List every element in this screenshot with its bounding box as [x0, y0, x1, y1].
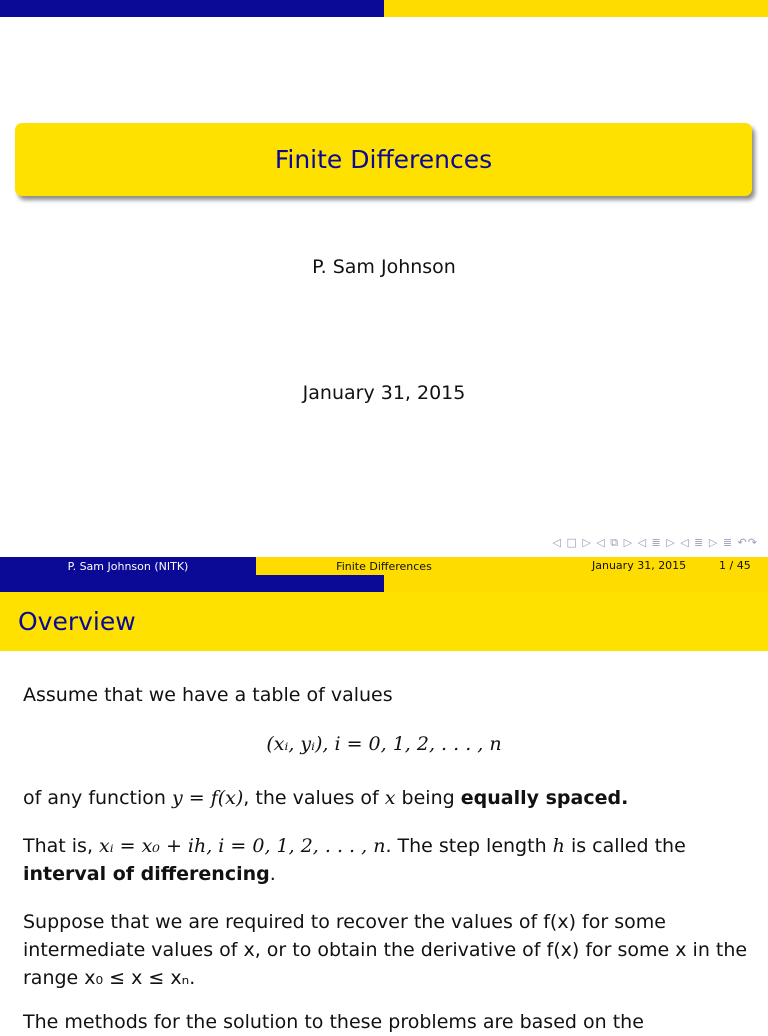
p2-text-a: of any function [23, 787, 172, 809]
footer-author [0, 557, 256, 575]
header-bar-right [384, 0, 768, 17]
paragraph-3 [23, 832, 753, 888]
header-bar-left-2 [0, 575, 384, 592]
equation-table-values: (xᵢ, yᵢ), i = 0, 1, 2, . . . , n [266, 733, 502, 755]
paragraph-2 [23, 784, 753, 812]
paragraph-5: The methods for the solution to these problems are based on the [23, 1011, 644, 1033]
footer-date-page [512, 557, 768, 575]
p2-var-x: x [384, 787, 396, 809]
frame-title: Overview [18, 607, 136, 636]
p3-text-c: is called the [564, 835, 686, 857]
p3-var-h: h [552, 835, 565, 857]
footer-title-text: Finite Differences [336, 559, 432, 573]
slide-title: Finite Differences [274, 145, 493, 174]
p3-text-a: That is, [23, 835, 100, 857]
footer-page-number: 1 / 45 [719, 559, 751, 572]
beamer-navigation-icons[interactable]: ◁ □ ▷ ◁ ⧉ ▷ ◁ ≣ ▷ ◁ ≣ ▷ ≣ ↶↷ [552, 536, 758, 549]
p3-bold: interval of differencing [23, 863, 270, 885]
footer-author-text: P. Sam Johnson (NITK) [67, 559, 189, 573]
footer-title [256, 557, 512, 575]
header-bar-left [0, 0, 384, 17]
header-bar-right-2 [384, 575, 768, 592]
p3-text-b: . The step length [385, 835, 553, 857]
p2-text-c: being [395, 787, 461, 809]
paragraph-4: Suppose that we are required to recover the values of f(x) for some intermediate values of x, or to obtain the derivative of f(x) for some x in the range x₀ ≤ x ≤ xₙ. [23, 911, 748, 989]
p3-math: xᵢ = x₀ + ih, i = 0, 1, 2, . . . , n [99, 835, 386, 857]
author-name: P. Sam Johnson [312, 256, 456, 278]
p2-math: y = f(x) [171, 787, 244, 809]
p2-bold: equally spaced. [460, 787, 629, 809]
paragraph-1: Assume that we have a table of values [23, 684, 393, 706]
p3-text-d: . [269, 863, 276, 885]
title-box [15, 123, 752, 196]
p2-text-b: , the values of [243, 787, 385, 809]
presentation-date: January 31, 2015 [302, 382, 466, 404]
footer-date: January 31, 2015 [592, 559, 687, 572]
